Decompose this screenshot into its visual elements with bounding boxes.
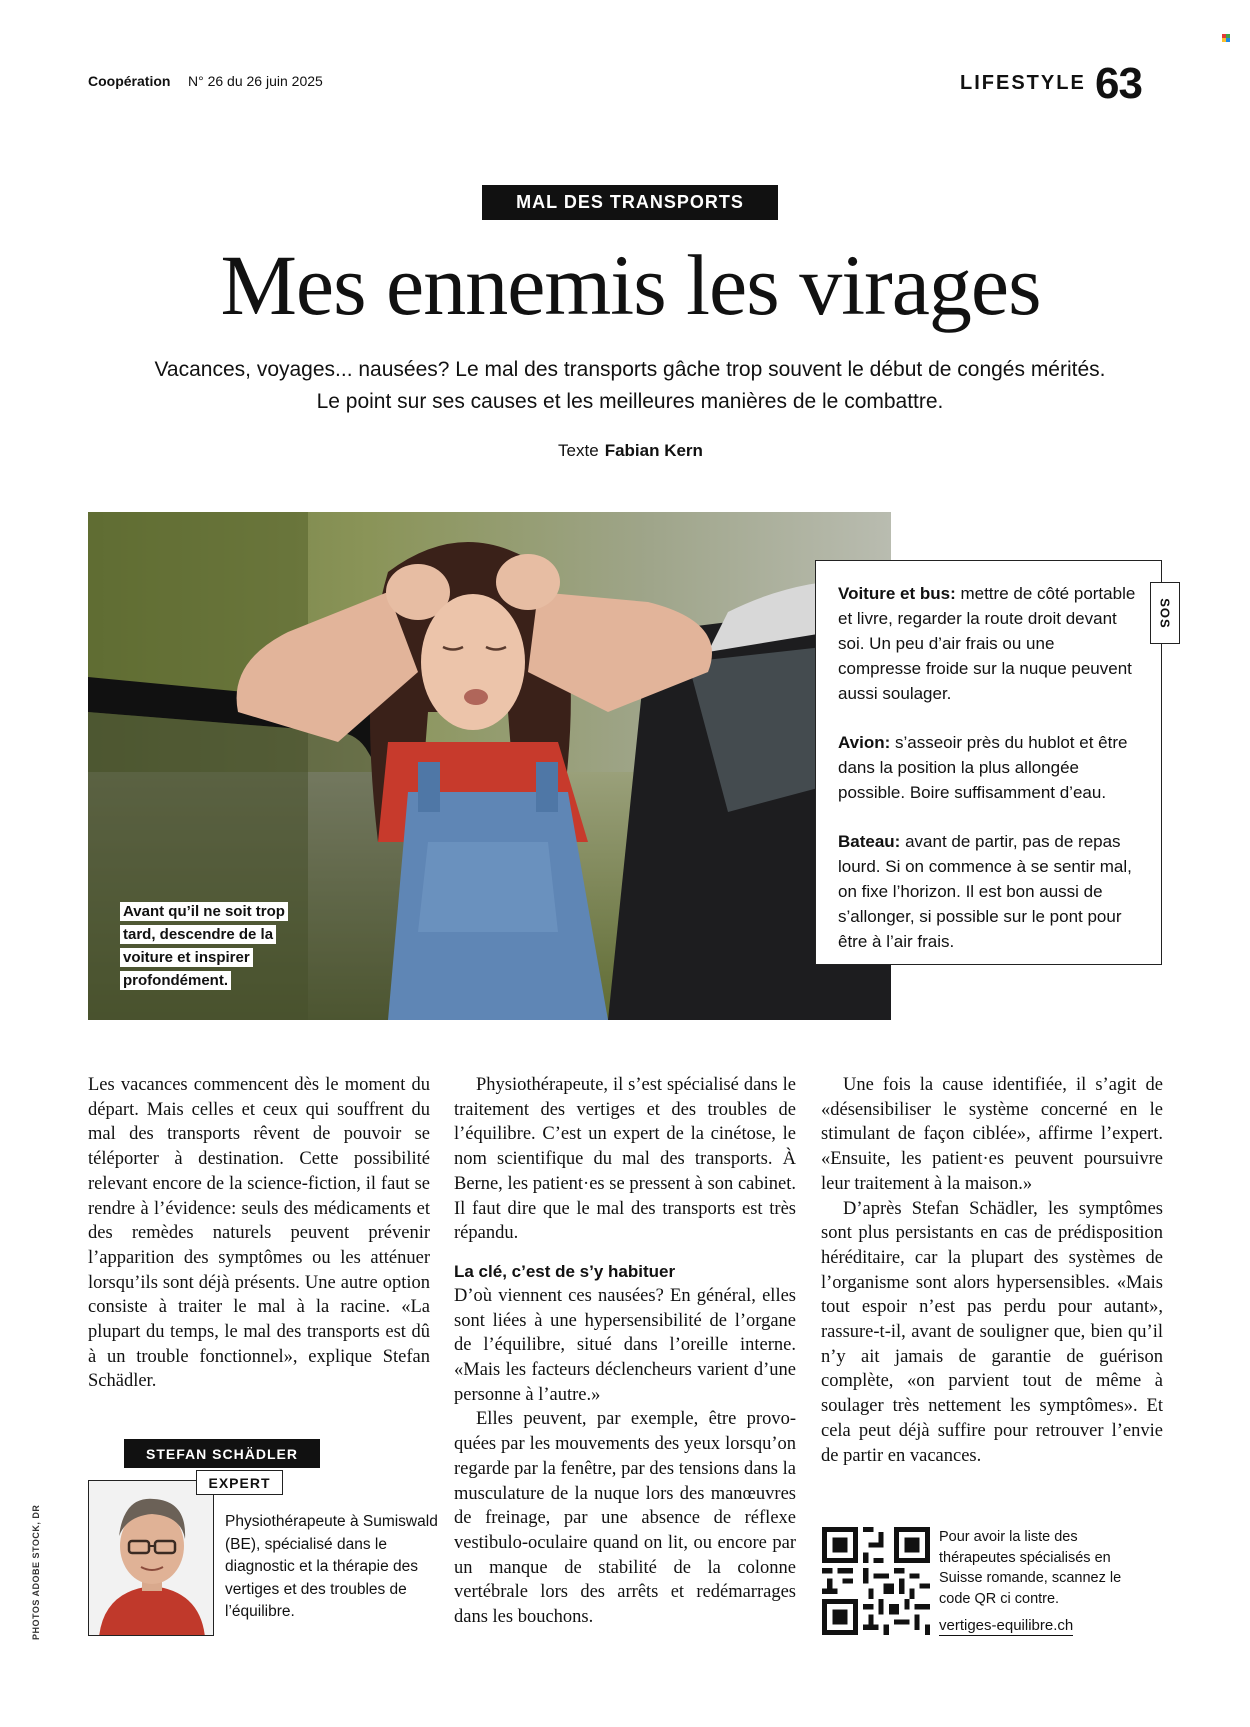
article-lede: Vacances, voyages... nausées? Le mal des transports gâche trop souvent le début de congés mérités. Le point sur ses causes et les meilleures manières de le combattre. xyxy=(154,358,1106,413)
expert-portrait xyxy=(88,1480,214,1636)
body-paragraph: Elles peuvent, par exemple, être provoquées par les mouvements des yeux lorsqu’on regarde par la fenêtre, par des tensions dans la musculature de la nuque lors des manœuvres de freinage, par une absence de réflexe vestibulo-oculaire quand on lit, ou encore par un manque de stabilité de la colonne vertébrale lors des arrêts et redémarrages dans les bouchons. xyxy=(454,1409,796,1628)
subheading: La clé, c’est de s’y habituer xyxy=(454,1261,676,1281)
expert-portrait-illustration xyxy=(89,1481,214,1636)
byline-label: Texte xyxy=(558,441,599,460)
photo-caption-text: Avant qu’il ne soit trop tard, descendre de la voiture et inspirer profondément. xyxy=(120,902,288,990)
tip-car-text: mettre de côté portable et livre, regarder la route droit devant soi. Un peu d’air frais ou une compresse froide sur la nuque peuvent aussi soulager. xyxy=(838,584,1136,703)
tip-plane-text: s’asseoir près du hublot et être dans la position la plus allongée possible. Boire suffisamment d’eau. xyxy=(838,733,1128,802)
body-paragraph: D’où viennent ces nausées? En général, elles sont liées à une hypersensibilité de l’organe de l’équilibre, situé dans l’oreille interne. «Mais les facteurs déclencheurs varient d’une personne à l’autre.» xyxy=(454,1285,796,1405)
expert-name-label: STEFAN SCHÄDLER xyxy=(124,1439,320,1468)
qr-code[interactable] xyxy=(822,1527,930,1635)
tip-plane-label: Avion: xyxy=(838,733,891,752)
body-column-3 xyxy=(821,1073,1163,1468)
tip-car-label: Voiture et bus: xyxy=(838,584,956,603)
article-title: Mes ennemis les virages xyxy=(220,237,1041,333)
tip-boat-text: avant de partir, pas de repas lourd. Si on commence à se sentir mal, on fixe l’horizon. Il est bon aussi de s’allonger, si possible sur le pont pour être à l’air frais. xyxy=(838,832,1132,951)
issue-info: N° 26 du 26 juin 2025 xyxy=(188,73,323,89)
sos-tag xyxy=(1150,582,1180,644)
page-number: 63 xyxy=(1095,59,1142,108)
section-label: LIFESTYLE xyxy=(960,72,1086,94)
body-paragraph: D’après Stefan Schädler, les symptômes sont plus persistants en cas de prédisposition héréditaire, car la plupart des systèmes de l’organisme sont alors hypersensibles. «Mais tout espoir n’est pas perdu pour autant», rassure-t-il, avant de souligner que, bien qu’il n’y ait jamais de garantie de guérison complète, «on parvient tout de même à soulager très nettement les symptômes». Et cela peut déjà suffire pour retrouver l’envie de partir en vacances. xyxy=(821,1198,1163,1466)
expert-bio: Physiothérapeute à Sumiswald (BE), spécialisé dans le diagnostic et la thérapie des vertiges et des troubles de l’équilibre. xyxy=(225,1513,438,1620)
body-paragraph: Physiothérapeute, il s’est spécialisé dans le traitement des vertiges et des troubles de l’équilibre. C’est un expert de la cinétose, le nom scientifique du mal des transports. À Berne, les patient·es se pressent à son cabinet. Il faut dire que le mal des transports est très répandu. xyxy=(454,1075,796,1244)
tip-boat xyxy=(838,829,1139,954)
kicker-label: MAL DES TRANSPORTS xyxy=(482,185,778,220)
byline xyxy=(88,441,1173,461)
photo-caption xyxy=(120,900,300,992)
expert-role-label: EXPERT xyxy=(196,1470,283,1495)
photo-credit-text: PHOTOS ADOBE STOCK, DR xyxy=(31,1504,41,1640)
color-registration-mark xyxy=(1222,34,1230,42)
tips-box xyxy=(815,560,1162,965)
photo-credit xyxy=(31,1504,45,1640)
byline-author: Fabian Kern xyxy=(604,441,703,460)
body-paragraph: Une fois la cause identifiée, il s’agit de «désensibiliser le système concerné en le stimulant de façon ciblée», affirme l’expert. «Ensuite, les patient·es peuvent poursuivre leur traitement à la maison.» xyxy=(821,1075,1163,1194)
body-paragraph: Les vacances commencent dès le moment du départ. Mais celles et ceux qui souffrent du mal des transports rêvent de pouvoir se téléporter à destination. Cette possibilité relevant encore de la science-fiction, il faut se rendre à l’évidence: seuls des médicaments et des remèdes naturels peuvent prévenir l’apparition des symptômes ou les atténuer lorsqu’ils sont déjà présents. Une autre option consiste à traiter le mal à la racine. «La plupart du temps, le mal des transports est dû à un trouble fonctionnel», explique Stefan Schädler. xyxy=(88,1075,430,1392)
qr-instructions: Pour avoir la liste des thérapeutes spécialisés en Suisse romande, scannez le code QR ci contre. xyxy=(939,1529,1122,1607)
tip-car xyxy=(838,581,1139,706)
sos-tag-text: SOS xyxy=(1157,597,1173,629)
tip-boat-label: Bateau: xyxy=(838,832,901,851)
body-column-2 xyxy=(454,1073,796,1630)
publication-name: Coopération xyxy=(88,73,171,89)
tip-plane xyxy=(838,730,1139,805)
qr-website-link[interactable]: vertiges-equilibre.ch xyxy=(939,1617,1074,1634)
body-column-1 xyxy=(88,1073,430,1394)
